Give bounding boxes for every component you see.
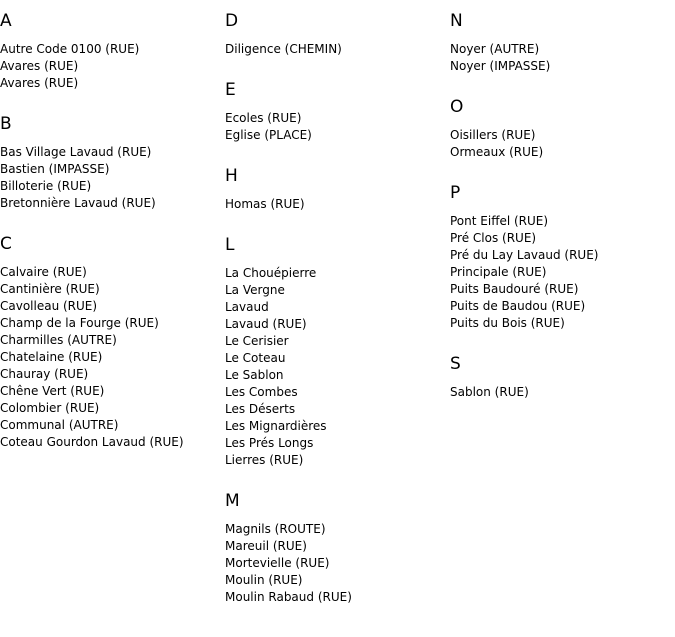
- street-item[interactable]: Pré Clos (RUE): [450, 231, 537, 245]
- street-list: [450, 127, 675, 161]
- street-item[interactable]: Puits Baudouré (RUE): [450, 282, 579, 296]
- street-index-column-1: [0, 10, 225, 472]
- street-index-column-2: [225, 10, 450, 627]
- street-item[interactable]: Magnils (ROUTE): [225, 522, 326, 536]
- street-item[interactable]: Le Sablon: [225, 368, 284, 382]
- street-item[interactable]: La Vergne: [225, 283, 285, 297]
- street-item[interactable]: Ormeaux (RUE): [450, 145, 544, 159]
- street-list: [450, 384, 675, 401]
- letter-section: [0, 233, 225, 451]
- letter-section: [225, 79, 450, 144]
- letter-section: [0, 113, 225, 212]
- street-item[interactable]: Les Mignardières: [225, 419, 327, 433]
- street-item[interactable]: Lierres (RUE): [225, 453, 304, 467]
- street-list: [225, 196, 450, 213]
- street-item[interactable]: Les Prés Longs: [225, 436, 314, 450]
- street-item[interactable]: Le Coteau: [225, 351, 286, 365]
- street-item[interactable]: Diligence (CHEMIN): [225, 42, 342, 56]
- street-item[interactable]: Eglise (PLACE): [225, 128, 312, 142]
- street-item[interactable]: Avares (RUE): [0, 76, 79, 90]
- street-item[interactable]: Moulin (RUE): [225, 573, 303, 587]
- letter-section: [450, 96, 675, 161]
- street-item[interactable]: Ecoles (RUE): [225, 111, 302, 125]
- street-list: [0, 144, 225, 212]
- street-item[interactable]: Autre Code 0100 (RUE): [0, 42, 140, 56]
- letter-section: [0, 10, 225, 92]
- street-item[interactable]: Bastien (IMPASSE): [0, 162, 110, 176]
- street-item[interactable]: Chauray (RUE): [0, 367, 89, 381]
- street-item[interactable]: Sablon (RUE): [450, 385, 529, 399]
- street-item[interactable]: Mortevielle (RUE): [225, 556, 330, 570]
- street-item[interactable]: Noyer (IMPASSE): [450, 59, 551, 73]
- section-letter-heading: H: [225, 166, 238, 186]
- letter-section: [450, 182, 675, 332]
- street-list: [450, 213, 675, 332]
- letter-section: [450, 10, 675, 75]
- section-letter-heading: L: [225, 235, 235, 255]
- street-item[interactable]: Cantinière (RUE): [0, 282, 100, 296]
- street-list: [225, 265, 450, 469]
- street-item[interactable]: Cavolleau (RUE): [0, 299, 98, 313]
- street-item[interactable]: Coteau Gourdon Lavaud (RUE): [0, 435, 184, 449]
- street-item[interactable]: Communal (AUTRE): [0, 418, 119, 432]
- section-letter-heading: A: [0, 11, 12, 31]
- section-letter-heading: O: [450, 97, 464, 117]
- street-item[interactable]: Homas (RUE): [225, 197, 305, 211]
- street-list: [225, 110, 450, 144]
- street-item[interactable]: Billoterie (RUE): [0, 179, 92, 193]
- street-item[interactable]: Lavaud: [225, 300, 269, 314]
- street-list: [0, 264, 225, 451]
- street-item[interactable]: Bretonnière Lavaud (RUE): [0, 196, 156, 210]
- section-letter-heading: E: [225, 80, 236, 100]
- street-list: [225, 521, 450, 606]
- letter-section: [450, 353, 675, 401]
- street-item[interactable]: Mareuil (RUE): [225, 539, 307, 553]
- street-item[interactable]: Chatelaine (RUE): [0, 350, 103, 364]
- section-letter-heading: D: [225, 11, 239, 31]
- section-letter-heading: B: [0, 114, 12, 134]
- street-item[interactable]: Charmilles (AUTRE): [0, 333, 117, 347]
- street-list: [450, 41, 675, 75]
- letter-section: [225, 234, 450, 469]
- section-letter-heading: C: [0, 234, 12, 254]
- section-letter-heading: P: [450, 183, 461, 203]
- street-item[interactable]: Les Combes: [225, 385, 298, 399]
- street-item[interactable]: Les Déserts: [225, 402, 296, 416]
- street-item[interactable]: Avares (RUE): [0, 59, 79, 73]
- letter-section: [225, 490, 450, 606]
- street-item[interactable]: Pont Eiffel (RUE): [450, 214, 549, 228]
- street-item[interactable]: Principale (RUE): [450, 265, 547, 279]
- street-item[interactable]: Pré du Lay Lavaud (RUE): [450, 248, 599, 262]
- street-item[interactable]: Noyer (AUTRE): [450, 42, 540, 56]
- street-item[interactable]: Bas Village Lavaud (RUE): [0, 145, 152, 159]
- street-index-column-3: [450, 10, 675, 422]
- street-item[interactable]: Oisillers (RUE): [450, 128, 536, 142]
- street-item[interactable]: Le Cerisier: [225, 334, 289, 348]
- letter-section: [225, 165, 450, 213]
- street-item[interactable]: Puits du Bois (RUE): [450, 316, 565, 330]
- section-letter-heading: N: [450, 11, 463, 31]
- letter-section: [225, 10, 450, 58]
- street-item[interactable]: Champ de la Fourge (RUE): [0, 316, 159, 330]
- street-list: [0, 41, 225, 92]
- street-item[interactable]: Chêne Vert (RUE): [0, 384, 105, 398]
- street-item[interactable]: La Chouépierre: [225, 266, 317, 280]
- section-letter-heading: M: [225, 491, 240, 511]
- street-item[interactable]: Puits de Baudou (RUE): [450, 299, 586, 313]
- street-list: [225, 41, 450, 58]
- section-letter-heading: S: [450, 354, 461, 374]
- street-item[interactable]: Lavaud (RUE): [225, 317, 307, 331]
- street-item[interactable]: Moulin Rabaud (RUE): [225, 590, 352, 604]
- street-item[interactable]: Calvaire (RUE): [0, 265, 87, 279]
- street-item[interactable]: Colombier (RUE): [0, 401, 100, 415]
